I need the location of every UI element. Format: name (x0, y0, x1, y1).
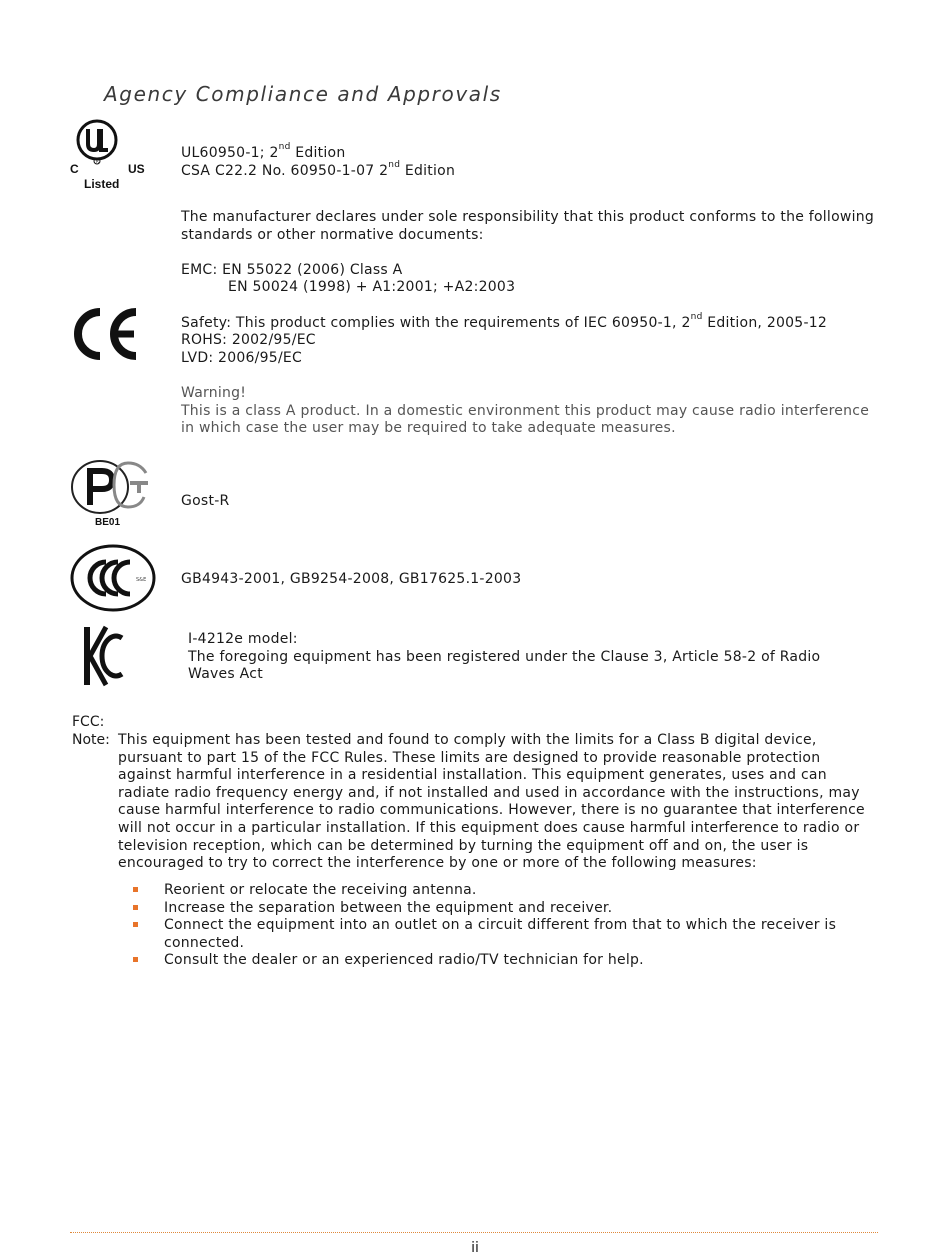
emc-standards: EMC: EN 55022 (2006) Class A EN 50024 (1998) + A1:2001; +A2:2003 (181, 261, 516, 296)
gost-r-icon (68, 457, 154, 529)
note-line: against harmful interference in a residential installation. This equipment generates, uses and can (118, 767, 827, 784)
note-label: Note: (72, 732, 110, 748)
note-line: This equipment has been tested and found to comply with the limits for a Class B digital device, (118, 732, 817, 748)
kc-registration: I-4212e model: The foregoing equipment has been registered under the Clause 3, Article 58-2 of Radio Waves Act (188, 631, 821, 683)
svg-text:C: C (70, 162, 79, 176)
gost-r-text: Gost-R (181, 493, 230, 509)
list-item: Increase the separation between the equipment and receiver. (130, 900, 870, 918)
page-title: Agency Compliance and Approvals (104, 82, 502, 106)
ccc-standards: GB4943-2001, GB9254-2008, GB17625.1-2003 (181, 571, 522, 587)
ce-declaration: The manufacturer declares under sole responsibility that this product conforms to the following standards or other normative documents: EMC: EN 55022 (2006) Class A EN 50024 (1998) + A1:2001; +A2:2003 Safety: This product complies with the requirements of IEC 60950-1, 2nd Edition, 2005-12 ROHS: 2002/95/EC LVD: 2006/95/EC Warning! This is a class A product. In a domestic environment this product may cause radio interference in which case the user may be required to take adequate measures. (181, 209, 901, 438)
square-bullet-icon (133, 922, 138, 927)
square-bullet-icon (133, 905, 138, 910)
note-line: pursuant to part 15 of the FCC Rules. These limits are designed to provide reasonable protection (118, 749, 821, 766)
svg-text:R: R (96, 159, 99, 164)
class-a-warning: Warning! This is a class A product. In a domestic environment this product may cause radio interference in which case the user may be required to take adequate measures. (181, 384, 870, 437)
svg-text:BE01: BE01 (95, 517, 121, 528)
note-line: cause harmful interference to radio communications. However, there is no guarantee that interference (118, 802, 865, 819)
svg-text:US: US (128, 162, 145, 176)
fcc-measures-list (130, 882, 870, 970)
note-line: will not occur in a particular installation. If this equipment does cause harmful interference to radio or (118, 819, 860, 836)
note-line: encouraged to try to correct the interference by one or more of the following measures: (118, 855, 757, 872)
list-item: Connect the equipment into an outlet on a circuit different from that to which the receiver is connected. (130, 917, 870, 952)
list-item: Consult the dealer or an experienced radio/TV technician for help. (130, 952, 870, 970)
ccc-mark-icon (70, 544, 158, 612)
svg-text:Listed: Listed (84, 177, 120, 191)
note-line: television reception, which can be determined by turning the equipment off and on, the user is (118, 837, 809, 854)
ul-listed-icon (70, 116, 152, 194)
square-bullet-icon (133, 957, 138, 962)
safety-standards: Safety: This product complies with the requirements of IEC 60950-1, 2nd Edition, 2005-12 ROHS: 2002/95/EC LVD: 2006/95/EC (181, 311, 828, 366)
list-item: Reorient or relocate the receiving antenna. (130, 882, 870, 900)
svg-text:S&E: S&E (136, 577, 147, 583)
fcc-label: FCC: (72, 714, 105, 730)
page-number: ii (471, 1240, 479, 1256)
square-bullet-icon (133, 887, 138, 892)
kc-mark-icon (80, 624, 124, 688)
ce-mark-icon (70, 306, 142, 360)
note-line: radiate radio frequency energy and, if not installed and used in accordance with the instructions, may (118, 784, 860, 801)
footer-divider (70, 1232, 878, 1233)
ul-standards: UL60950-1; 2nd Edition CSA C22.2 No. 60950-1-07 2nd Edition (181, 142, 456, 179)
fcc-note-text (118, 732, 878, 873)
